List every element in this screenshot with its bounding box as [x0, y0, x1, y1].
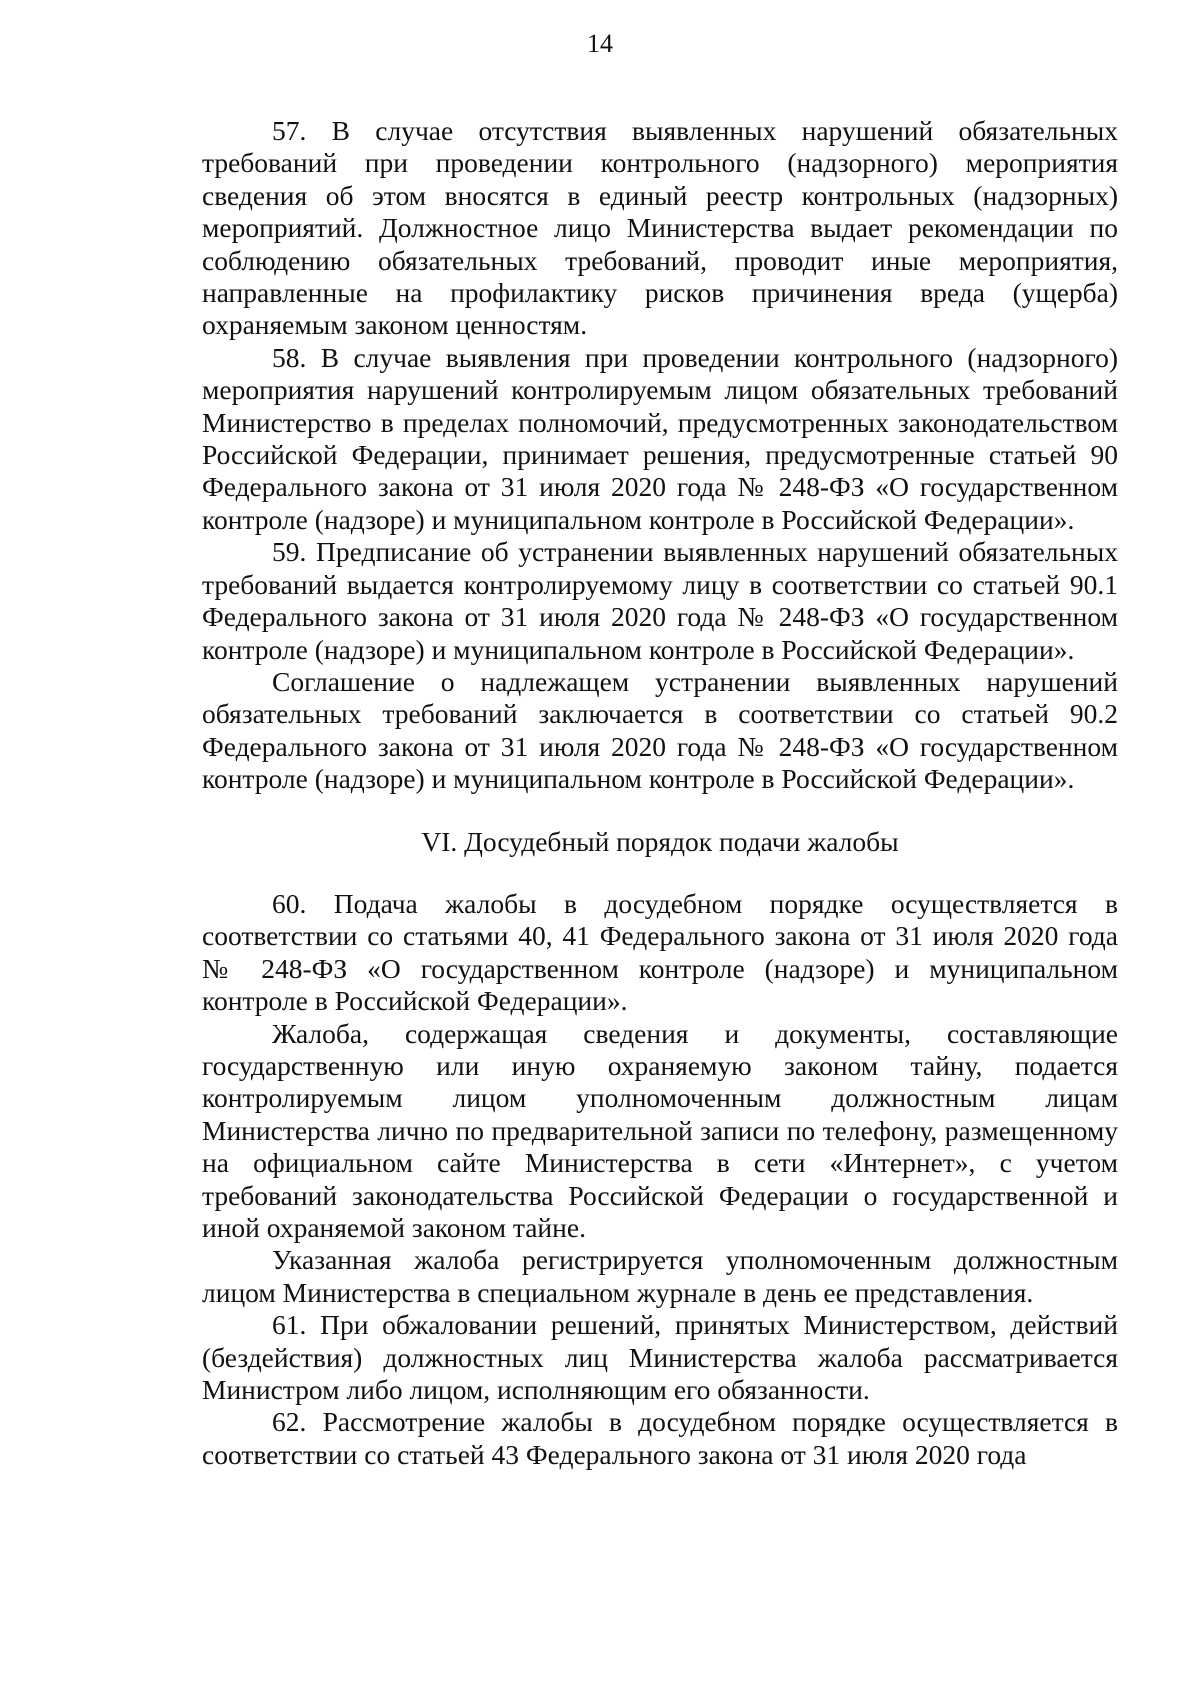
paragraph-60: 60. Подача жалобы в досудебном порядке осуществляется в соответствии со статьями 40, 41 Федерального закона от 31 июля 2020 года № 248-ФЗ «О государственном контроле (надзоре) и муниципальном контроле в Российской Федерации». [202, 887, 1118, 1017]
paragraph-agreement: Соглашение о надлежащем устранении выявленных нарушений обязательных требований заключается в соответствии со статьей 90.2 Федерального закона от 31 июля 2020 года № 248-ФЗ «О государственном контроле (надзоре) и муниципальном контроле в Российской Федерации». [202, 665, 1118, 795]
paragraph-complaint-secret: Жалоба, содержащая сведения и документы, составляющие государственную или иную охраняемую законом тайну, подается контролируемым лицом уполномоченным должностным лицам Министерства лично по предварительной записи по телефону, размещенному на официальном сайте Министерства в сети «Интернет», с учетом требований законодательства Российской Федерации о государственной и иной охраняемой законом тайне. [202, 1017, 1118, 1243]
section-heading: VI. Досудебный порядок подачи жалобы [421, 825, 899, 857]
paragraph-complaint-registration: Указанная жалоба регистрируется уполномоченным должностным лицом Министерства в специальном журнале в день ее представления. [202, 1244, 1118, 1308]
paragraph-57: 57. В случае отсутствия выявленных нарушений обязательных требований при проведении контрольного (надзорного) мероприятия сведения об этом вносятся в единый реестр контрольных (надзорных) мероприятий. Должностное лицо Министерства выдает рекомендации по соблюдению обязательных требований, проводит иные мероприятия, направленные на профилактику рисков причинения вреда (ущерба) охраняемым законом ценностям. [202, 115, 1118, 341]
paragraph-61: 61. При обжаловании решений, принятых Министерством, действий (бездействия) должностных лиц Министерства жалоба рассматривается Министром либо лицом, исполняющим его обязанности. [202, 1309, 1118, 1406]
paragraph-59: 59. Предписание об устранении выявленных нарушений обязательных требований выдается контролируемому лицу в соответствии со статьей 90.1 Федерального закона от 31 июля 2020 года № 248-ФЗ «О государственном контроле (надзоре) и муниципальном контроле в Российской Федерации». [202, 536, 1118, 665]
paragraph-58: 58. В случае выявления при проведении контрольного (надзорного) мероприятия нарушений контролируемым лицом обязательных требований Министерство в пределах полномочий, предусмотренных законодательством Российской Федерации, принимает решения, предусмотренные статьей 90 Федерального закона от 31 июля 2020 года № 248-ФЗ «О государственном контроле (надзоре) и муниципальном контроле в Российской Федерации». [202, 341, 1118, 535]
document-body [202, 115, 1118, 1471]
paragraph-62: 62. Рассмотрение жалобы в досудебном порядке осуществляется в соответствии со статьей 43 Федерального закона от 31 июля 2020 года [202, 1406, 1118, 1470]
page-number: 14 [587, 29, 613, 58]
